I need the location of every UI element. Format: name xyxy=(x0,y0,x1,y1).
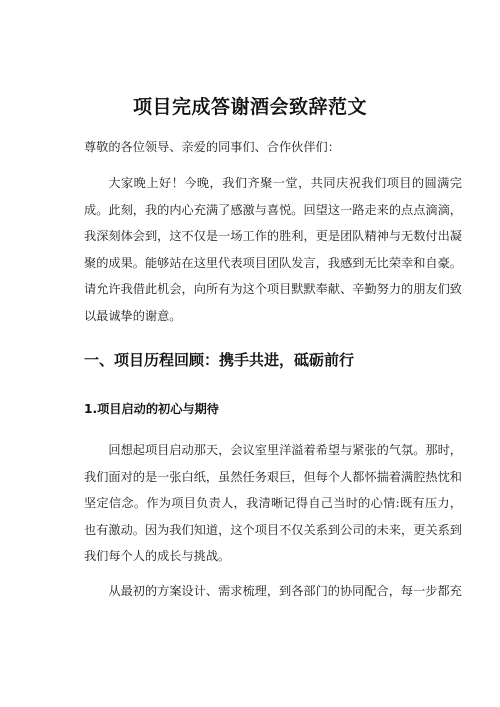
paragraph-design-phase: 从最初的方案设计、需求梳理，到各部门的协同配合，每一步都充 xyxy=(108,584,462,598)
paragraph-opening: 大家晚上好！今晚，我们齐聚一堂，共同庆祝我们项目的圆满完成。此刻，我的内心充满了感激与喜悦。回望这一路走来的点点滴滴，我深刻体会到，这不仅是一场工作的胜利，更是团队精神与无数付出凝聚的成果。能够站在这里代表项目团队发言，我感到无比荣幸和自豪。请允许我借此机会，向所有为这个项目默默奉献、辛勤努力的朋友们致以最诚挚的谢意。 xyxy=(84,176,462,323)
salutation: 尊敬的各位领导、亲爱的同事们、合作伙伴们： xyxy=(84,140,340,154)
paragraph-project-start: 回想起项目启动那天，会议室里洋溢着希望与紧张的气氛。那时，我们面对的是一张白纸，虽然任务艰巨，但每个人都怀揣着满腔热忱和坚定信念。作为项目负责人，我清晰记得自己当时的心情:既有压力，也有激动。因为我们知道，这个项目不仅关系到公司的未来，更关系到我们每个人的成长与挑战。 xyxy=(84,443,462,563)
subsection-heading: 1.项目启动的初心与期待 xyxy=(84,402,219,416)
section-heading: 一、项目历程回顾：携手共进，砥砺前行 xyxy=(84,351,355,369)
document-title: 项目完成答谢酒会致辞范文 xyxy=(132,96,367,118)
